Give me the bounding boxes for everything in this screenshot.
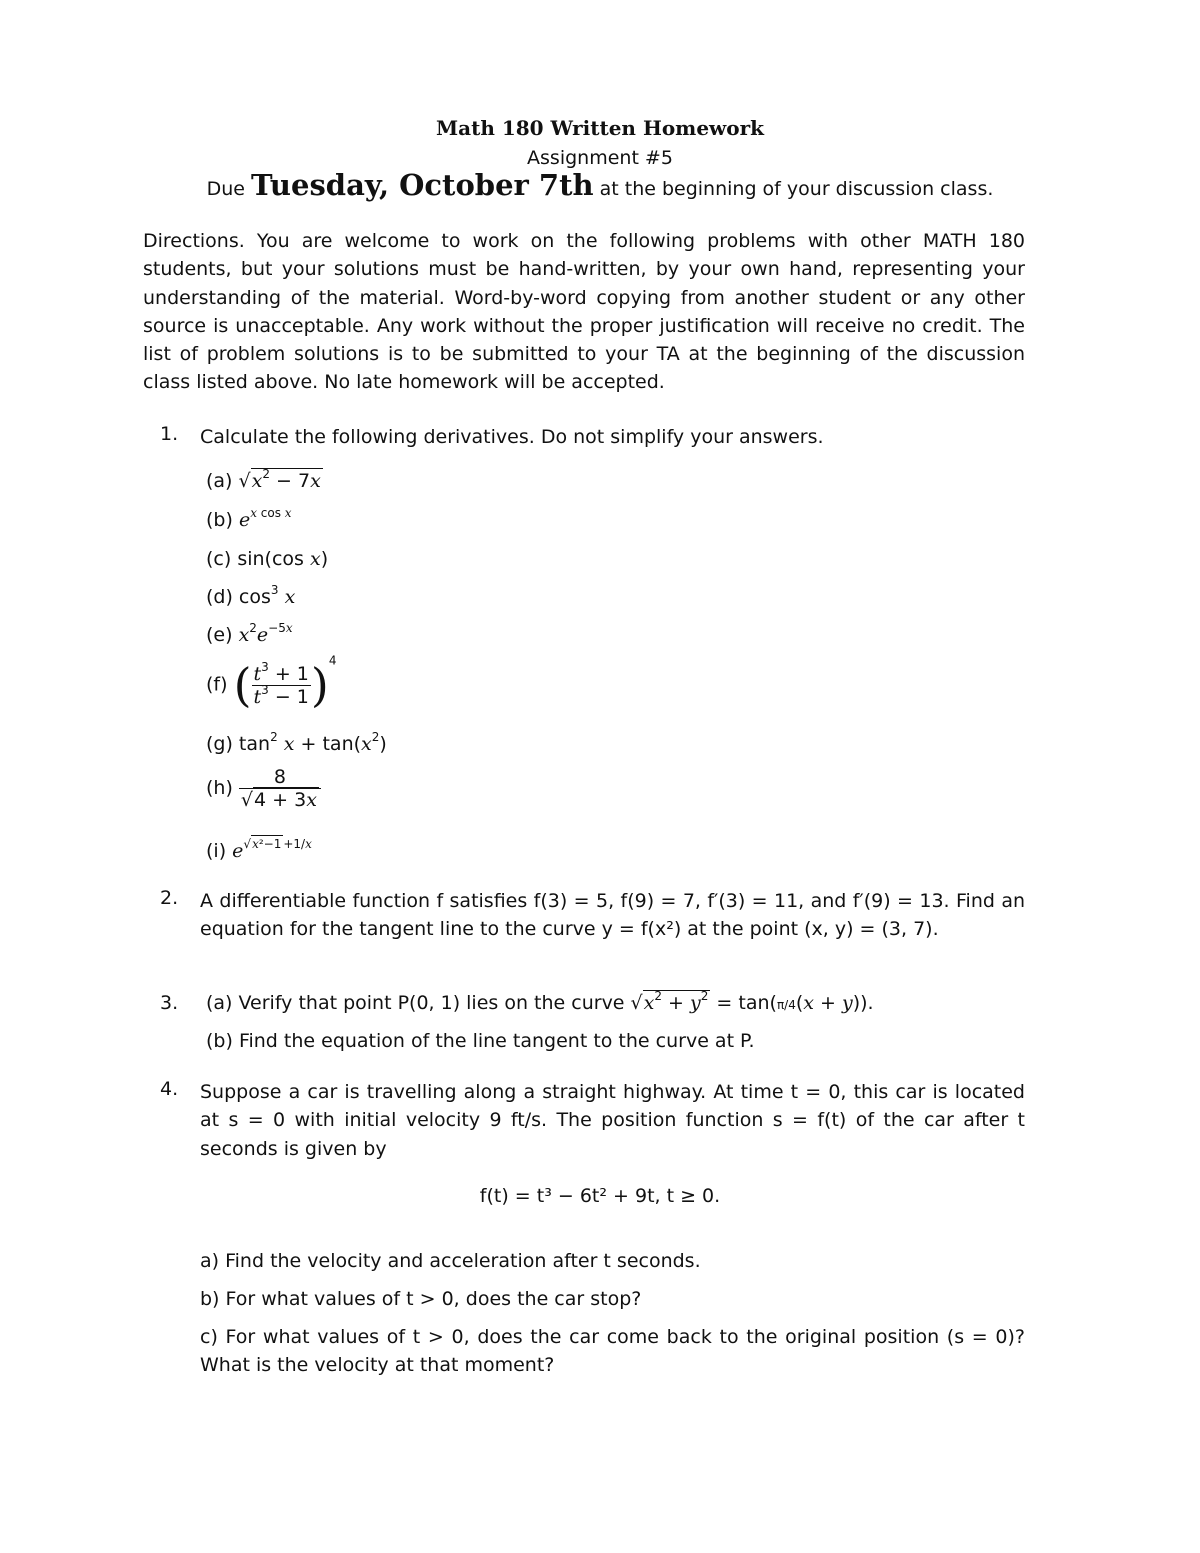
problem-3a-text: Verify that point P(0, 1) lies on the curve xyxy=(238,992,625,1014)
problem-4c: c) For what values of t > 0, does the car come back to the original position (s = 0)? What is the velocity at that moment? xyxy=(200,1326,1025,1377)
problem-4b: b) For what values of t > 0, does the car stop? xyxy=(200,1288,642,1310)
derivative-d-label: (d) xyxy=(206,586,233,608)
problem-3a: (a) Verify that point P(0, 1) lies on the curve $√x^2 + y^2 = \tan(\pi/4(x + y))$. xyxy=(206,989,874,1014)
derivative-e: (e) $x^2e^{-5x}$ xyxy=(206,621,293,646)
assignment-number: Assignment #5 xyxy=(527,147,673,169)
due-prefix: Due xyxy=(206,178,245,200)
derivative-f: (f) ( $\frac{t^3 + 1}{t^3 - 1}$ )$^4$ xyxy=(206,653,337,712)
derivative-c: (c) sin(cos x) xyxy=(206,548,329,570)
problem-4-text: Suppose a car is travelling along a straight highway. At time t = 0, this car is located at s = 0 with initial velocity 9 ft/s. The position function s = f(t) of the car after t seconds is given by xyxy=(200,1081,1025,1160)
problem-4a: a) Find the velocity and acceleration after t seconds. xyxy=(200,1250,701,1272)
derivative-h-label: (h) xyxy=(206,777,233,799)
directions-paragraph: Directions. You are welcome to work on the following problems with other MATH 180 students, but your solutions must be hand-written, by your own hand, representing your understanding of the material. Word-by-word copying from another student or any other source is unacceptable. Any work without the proper justification will receive no credit. The list of problem solutions is to be submitted to your TA at the beginning of the discussion class listed above. No late homework will be accepted. xyxy=(143,230,1025,394)
problem-4-number: 4. xyxy=(160,1078,179,1100)
derivative-b-label: (b) xyxy=(206,509,233,531)
position-equation: f(t) = t³ − 6t² + 9t, t ≥ 0. xyxy=(479,1185,721,1207)
page-title: Math 180 Written Homework xyxy=(435,116,765,140)
derivative-g: (g) $\tan^2 x + \tan(x^2)$ xyxy=(206,730,387,755)
problem-2-number: 2. xyxy=(160,887,179,909)
problem-1-text: Calculate the following derivatives. Do not simplify your answers. xyxy=(200,426,824,448)
problem-3b-label: (b) xyxy=(206,1030,233,1052)
derivative-c-label: (c) xyxy=(206,548,232,570)
derivative-i-label: (i) xyxy=(206,840,227,862)
derivative-f-label: (f) xyxy=(206,673,228,696)
derivative-g-label: (g) xyxy=(206,733,233,755)
problem-3b xyxy=(206,1030,755,1052)
due-date: Tuesday, October 7th xyxy=(251,168,594,202)
derivative-d: (d) $\cos^3 x$ xyxy=(206,583,296,608)
derivative-a-label: (a) xyxy=(206,470,233,492)
derivative-i: (i) $e^{√x^2-1 +1/x}$ xyxy=(206,837,312,862)
problem-1-number: 1. xyxy=(160,423,179,445)
derivative-h: (h) $\frac{8}{√4 + 3x}$ xyxy=(206,766,321,811)
problem-3a-label: (a) xyxy=(206,992,233,1014)
derivative-b: (b) $e^{x cos x}$ xyxy=(206,506,292,531)
problem-3-number: 3. xyxy=(160,992,179,1014)
due-suffix: at the beginning of your discussion class. xyxy=(599,178,994,200)
problem-2-text: A differentiable function f satisfies f(3) = 5, f(9) = 7, f′(3) = 11, and f′(9) = 13. Find an equation for the tangent line to the curve y = f(x²) at the point (x, y) = (3, 7). xyxy=(200,890,1025,941)
derivative-e-label: (e) xyxy=(206,624,233,646)
due-line xyxy=(0,168,1200,202)
derivative-a: (a) $√x^2 - 7x$ xyxy=(206,467,321,492)
problem-3b-text: Find the equation of the line tangent to the curve at P. xyxy=(238,1030,755,1052)
